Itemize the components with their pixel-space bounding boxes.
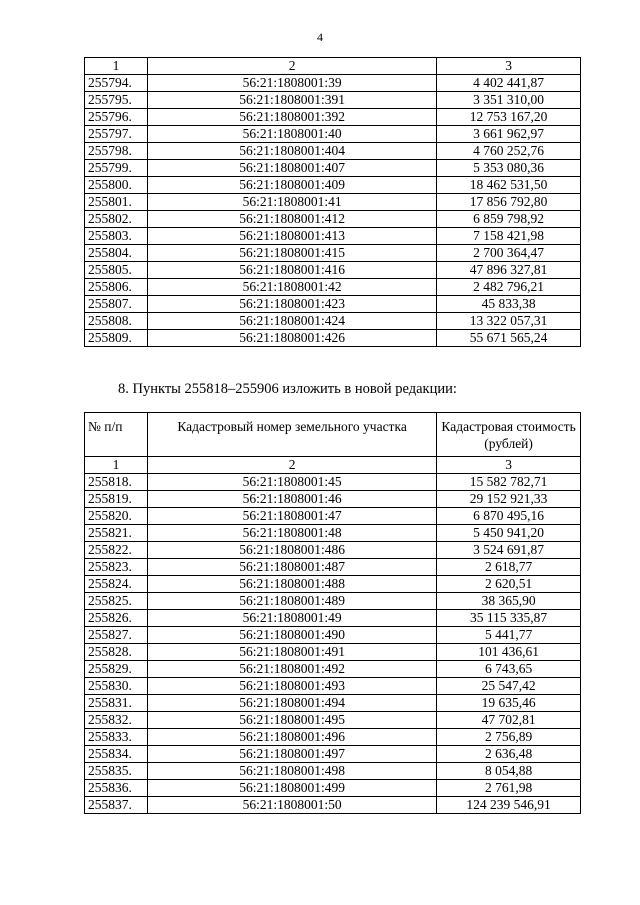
cadastral-value-cell: 4 402 441,87: [437, 75, 581, 92]
row-index-cell: 255821.: [85, 525, 148, 542]
cadastral-value-cell: 4 760 252,76: [437, 143, 581, 160]
row-index-cell: 255836.: [85, 780, 148, 797]
table-row: [85, 763, 581, 780]
table-row: [85, 678, 581, 695]
cadastral-value-cell: 2 700 364,47: [437, 245, 581, 262]
column-number-3: 3: [437, 58, 581, 75]
row-index-cell: 255808.: [85, 313, 148, 330]
cadastral-value-cell: 101 436,61: [437, 644, 581, 661]
table-row: [85, 644, 581, 661]
cadastral-number-cell: 56:21:1808001:45: [147, 474, 436, 491]
row-index-cell: 255834.: [85, 746, 148, 763]
table-row: [85, 627, 581, 644]
row-index-cell: 255837.: [85, 797, 148, 814]
cadastral-value-cell: 6 859 798,92: [437, 211, 581, 228]
cadastral-number-cell: 56:21:1808001:488: [147, 576, 436, 593]
row-index-cell: 255830.: [85, 678, 148, 695]
cadastral-number-cell: 56:21:1808001:498: [147, 763, 436, 780]
table-row: [85, 542, 581, 559]
table-row: [85, 491, 581, 508]
column-number-1: 1: [85, 58, 148, 75]
table-body: [85, 413, 581, 814]
cadastral-number-cell: 56:21:1808001:413: [147, 228, 436, 245]
cadastral-number-cell: 56:21:1808001:493: [147, 678, 436, 695]
cadastral-value-cell: 38 365,90: [437, 593, 581, 610]
cadastral-number-cell: 56:21:1808001:496: [147, 729, 436, 746]
cadastral-value-cell: 8 054,88: [437, 763, 581, 780]
row-index-cell: 255827.: [85, 627, 148, 644]
table-row: [85, 576, 581, 593]
column-title-index: № п/п: [85, 413, 148, 457]
table-row: [85, 695, 581, 712]
cadastral-value-cell: 7 158 421,98: [437, 228, 581, 245]
row-index-cell: 255806.: [85, 279, 148, 296]
row-index-cell: 255800.: [85, 177, 148, 194]
cadastral-number-cell: 56:21:1808001:48: [147, 525, 436, 542]
table-row: [85, 143, 581, 160]
row-index-cell: 255818.: [85, 474, 148, 491]
cadastral-value-cell: 15 582 782,71: [437, 474, 581, 491]
table-row: [85, 508, 581, 525]
table-row: [85, 279, 581, 296]
cadastral-value-cell: 5 450 941,20: [437, 525, 581, 542]
row-index-cell: 255802.: [85, 211, 148, 228]
column-number-row: [85, 58, 581, 75]
row-index-cell: 255835.: [85, 763, 148, 780]
cadastral-value-cell: 6 743,65: [437, 661, 581, 678]
cadastral-number-cell: 56:21:1808001:494: [147, 695, 436, 712]
cadastral-table-continued: [84, 57, 581, 347]
cadastral-value-cell: 3 661 962,97: [437, 126, 581, 143]
row-index-cell: 255809.: [85, 330, 148, 347]
row-index-cell: 255799.: [85, 160, 148, 177]
table-row: [85, 780, 581, 797]
cadastral-number-cell: 56:21:1808001:391: [147, 92, 436, 109]
cadastral-value-cell: 12 753 167,20: [437, 109, 581, 126]
cadastral-number-cell: 56:21:1808001:487: [147, 559, 436, 576]
table-row: [85, 746, 581, 763]
cadastral-number-cell: 56:21:1808001:497: [147, 746, 436, 763]
row-index-cell: 255819.: [85, 491, 148, 508]
table-row: [85, 296, 581, 313]
column-number-row: [85, 457, 581, 474]
row-index-cell: 255822.: [85, 542, 148, 559]
row-index-cell: 255823.: [85, 559, 148, 576]
column-number-1: 1: [85, 457, 148, 474]
cadastral-number-cell: 56:21:1808001:423: [147, 296, 436, 313]
cadastral-number-cell: 56:21:1808001:412: [147, 211, 436, 228]
cadastral-value-cell: 2 618,77: [437, 559, 581, 576]
cadastral-value-cell: 2 761,98: [437, 780, 581, 797]
row-index-cell: 255829.: [85, 661, 148, 678]
row-index-cell: 255832.: [85, 712, 148, 729]
table-row: [85, 160, 581, 177]
row-index-cell: 255807.: [85, 296, 148, 313]
row-index-cell: 255828.: [85, 644, 148, 661]
table-row: [85, 75, 581, 92]
table-row: [85, 92, 581, 109]
column-number-2: 2: [147, 58, 436, 75]
cadastral-number-cell: 56:21:1808001:426: [147, 330, 436, 347]
cadastral-number-cell: 56:21:1808001:41: [147, 194, 436, 211]
cadastral-value-cell: 124 239 546,91: [437, 797, 581, 814]
cadastral-value-cell: 47 702,81: [437, 712, 581, 729]
row-index-cell: 255831.: [85, 695, 148, 712]
column-number-3: 3: [437, 457, 581, 474]
table-row: [85, 559, 581, 576]
cadastral-number-cell: 56:21:1808001:47: [147, 508, 436, 525]
table-row: [85, 245, 581, 262]
cadastral-value-cell: 35 115 335,87: [437, 610, 581, 627]
cadastral-value-cell: 2 620,51: [437, 576, 581, 593]
cadastral-number-cell: 56:21:1808001:490: [147, 627, 436, 644]
cadastral-number-cell: 56:21:1808001:415: [147, 245, 436, 262]
table-row: [85, 262, 581, 279]
cadastral-number-cell: 56:21:1808001:40: [147, 126, 436, 143]
cadastral-number-cell: 56:21:1808001:489: [147, 593, 436, 610]
cadastral-number-cell: 56:21:1808001:499: [147, 780, 436, 797]
cadastral-number-cell: 56:21:1808001:404: [147, 143, 436, 160]
page-number: 4: [317, 30, 323, 44]
cadastral-value-cell: 3 524 691,87: [437, 542, 581, 559]
table-row: [85, 126, 581, 143]
cadastral-number-cell: 56:21:1808001:46: [147, 491, 436, 508]
section-heading: 8. Пункты 255818–255906 изложить в новой редакции:: [118, 381, 457, 397]
row-index-cell: 255801.: [85, 194, 148, 211]
table-row: [85, 177, 581, 194]
table-row: [85, 525, 581, 542]
row-index-cell: 255833.: [85, 729, 148, 746]
cadastral-value-cell: 3 351 310,00: [437, 92, 581, 109]
cadastral-number-cell: 56:21:1808001:49: [147, 610, 436, 627]
cadastral-value-cell: 29 152 921,33: [437, 491, 581, 508]
column-title-cadastral-number: Кадастровый номер земельного участка: [147, 413, 436, 457]
table-row: [85, 194, 581, 211]
cadastral-number-cell: 56:21:1808001:392: [147, 109, 436, 126]
row-index-cell: 255795.: [85, 92, 148, 109]
table-row: [85, 593, 581, 610]
cadastral-value-cell: 25 547,42: [437, 678, 581, 695]
cadastral-number-cell: 56:21:1808001:416: [147, 262, 436, 279]
cadastral-value-cell: 13 322 057,31: [437, 313, 581, 330]
cadastral-number-cell: 56:21:1808001:495: [147, 712, 436, 729]
row-index-cell: 255796.: [85, 109, 148, 126]
cadastral-value-cell: 5 441,77: [437, 627, 581, 644]
row-index-cell: 255803.: [85, 228, 148, 245]
cadastral-number-cell: 56:21:1808001:486: [147, 542, 436, 559]
cadastral-value-cell: 47 896 327,81: [437, 262, 581, 279]
cadastral-value-cell: 2 756,89: [437, 729, 581, 746]
cadastral-number-cell: 56:21:1808001:424: [147, 313, 436, 330]
cadastral-value-cell: 5 353 080,36: [437, 160, 581, 177]
row-index-cell: 255797.: [85, 126, 148, 143]
row-index-cell: 255805.: [85, 262, 148, 279]
row-index-cell: 255794.: [85, 75, 148, 92]
cadastral-value-cell: 55 671 565,24: [437, 330, 581, 347]
cadastral-value-cell: 18 462 531,50: [437, 177, 581, 194]
cadastral-number-cell: 56:21:1808001:39: [147, 75, 436, 92]
cadastral-value-cell: 6 870 495,16: [437, 508, 581, 525]
cadastral-number-cell: 56:21:1808001:491: [147, 644, 436, 661]
column-title-row: [85, 413, 581, 457]
table-row: [85, 228, 581, 245]
row-index-cell: 255825.: [85, 593, 148, 610]
row-index-cell: 255804.: [85, 245, 148, 262]
table-row: [85, 610, 581, 627]
cadastral-value-cell: 2 482 796,21: [437, 279, 581, 296]
column-title-cadastral-value: Кадастровая стоимость (рублей): [437, 413, 581, 457]
table-row: [85, 712, 581, 729]
cadastral-value-cell: 17 856 792,80: [437, 194, 581, 211]
table-row: [85, 109, 581, 126]
cadastral-value-cell: 2 636,48: [437, 746, 581, 763]
row-index-cell: 255826.: [85, 610, 148, 627]
table-row: [85, 729, 581, 746]
cadastral-number-cell: 56:21:1808001:42: [147, 279, 436, 296]
cadastral-number-cell: 56:21:1808001:50: [147, 797, 436, 814]
table-row: [85, 211, 581, 228]
row-index-cell: 255824.: [85, 576, 148, 593]
table-row: [85, 330, 581, 347]
cadastral-value-cell: 19 635,46: [437, 695, 581, 712]
row-index-cell: 255820.: [85, 508, 148, 525]
table-row: [85, 313, 581, 330]
table-row: [85, 797, 581, 814]
row-index-cell: 255798.: [85, 143, 148, 160]
cadastral-number-cell: 56:21:1808001:409: [147, 177, 436, 194]
cadastral-number-cell: 56:21:1808001:492: [147, 661, 436, 678]
cadastral-table-new: [84, 412, 581, 814]
table-row: [85, 661, 581, 678]
cadastral-value-cell: 45 833,38: [437, 296, 581, 313]
column-number-2: 2: [147, 457, 436, 474]
cadastral-number-cell: 56:21:1808001:407: [147, 160, 436, 177]
table-body: [85, 58, 581, 347]
table-row: [85, 474, 581, 491]
